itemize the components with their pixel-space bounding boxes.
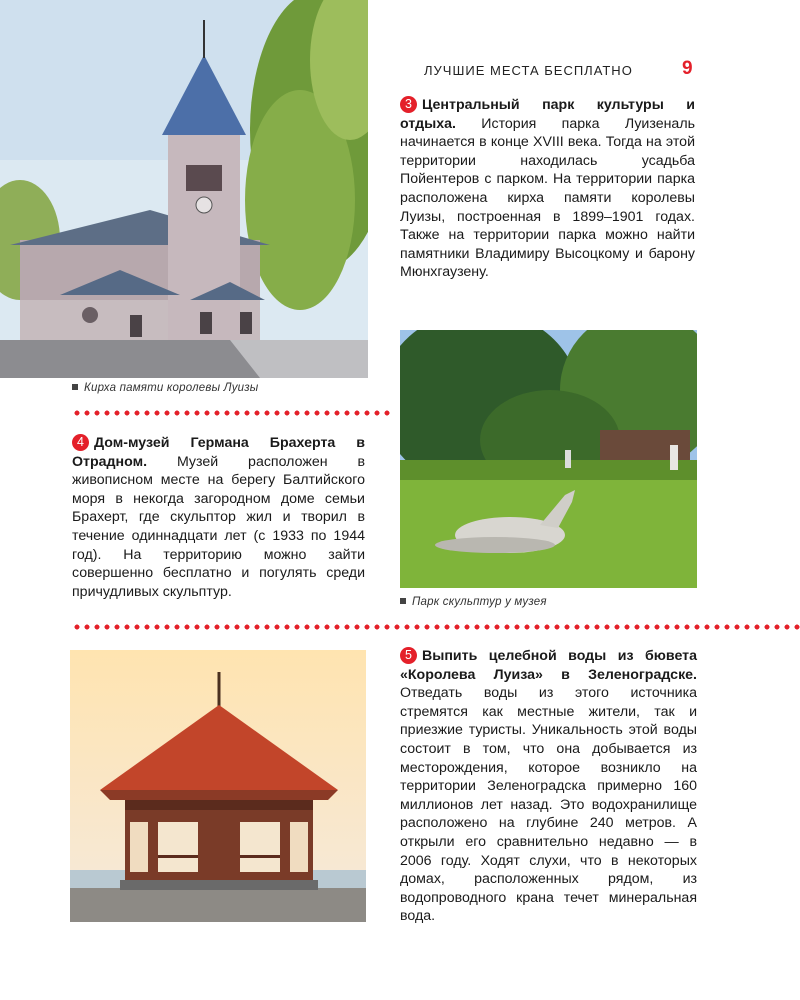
dotted-separator (72, 410, 390, 416)
church-caption (72, 382, 258, 394)
entry-3-title: Центральный парк культуры и отдыха. (400, 97, 695, 132)
caption-bullet (400, 598, 406, 604)
caption-bullet (72, 384, 78, 390)
park-caption (400, 596, 547, 608)
church-illustration (0, 0, 368, 378)
entry-5 (400, 647, 697, 926)
entry-4-number: 4 (72, 434, 89, 451)
church-photo (0, 0, 368, 378)
entry-5-number: 5 (400, 647, 417, 664)
park-caption-text: Парк скульптур у музея (412, 596, 547, 608)
entry-5-title: Выпить целебной воды из бювета «Королева Луиза» в Зеленоградске. (400, 648, 697, 683)
entry-3-text: История парка Луизеналь начинается в конце XVIII века. Тогда на этой территории находилась усадьба Пойентеров с парком. На территории парка расположена кирха памяти королевы Луизы, построенная в 1899–1901 годах. Также на территории парка можно найти памятники Владимиру Высоцкому и барону Мюнхгаузену. (400, 115, 695, 281)
entry-3-number: 3 (400, 96, 417, 113)
pavilion-photo (70, 650, 366, 922)
entry-4-title: Дом-музей Германа Брахерта в Отрадном. (72, 435, 365, 470)
running-header: ЛУЧШИЕ МЕСТА БЕСПЛАТНО (424, 63, 633, 78)
dotted-separator (72, 624, 800, 630)
church-caption-text: Кирха памяти королевы Луизы (84, 382, 259, 394)
park-illustration (400, 330, 697, 588)
pavilion-illustration (70, 650, 366, 922)
entry-3 (400, 96, 695, 282)
entry-5-text: Отведать воды из этого источника стремятся как местные жители, так и приезжие туристы. Уникальность этой воды состоит в том, что она добывается из месторождения, которое возникло на территории Зеленоградска примерно 160 миллионов лет назад. Это водохранилище расположено на глубине 240 метров. А открыли его сравнительно недавно — в 2006 году. Ходят слухи, что в некоторых домах, расположенных рядом, из водопроводного крана течет минеральная вода. (400, 685, 697, 925)
entry-4 (72, 434, 365, 601)
entry-4-text: Музей расположен в живописном месте на берегу Балтийского моря в некогда загородном доме семьи Брахерт, где скульптор жил и творил в течение одиннадцати лет (с 1933 по 1944 год). На территорию можно зайти совершенно бесплатно и погулять среди причудливых скульптур. (72, 453, 365, 600)
sculpture-park-photo (400, 330, 697, 588)
page-number: 9 (682, 58, 693, 79)
